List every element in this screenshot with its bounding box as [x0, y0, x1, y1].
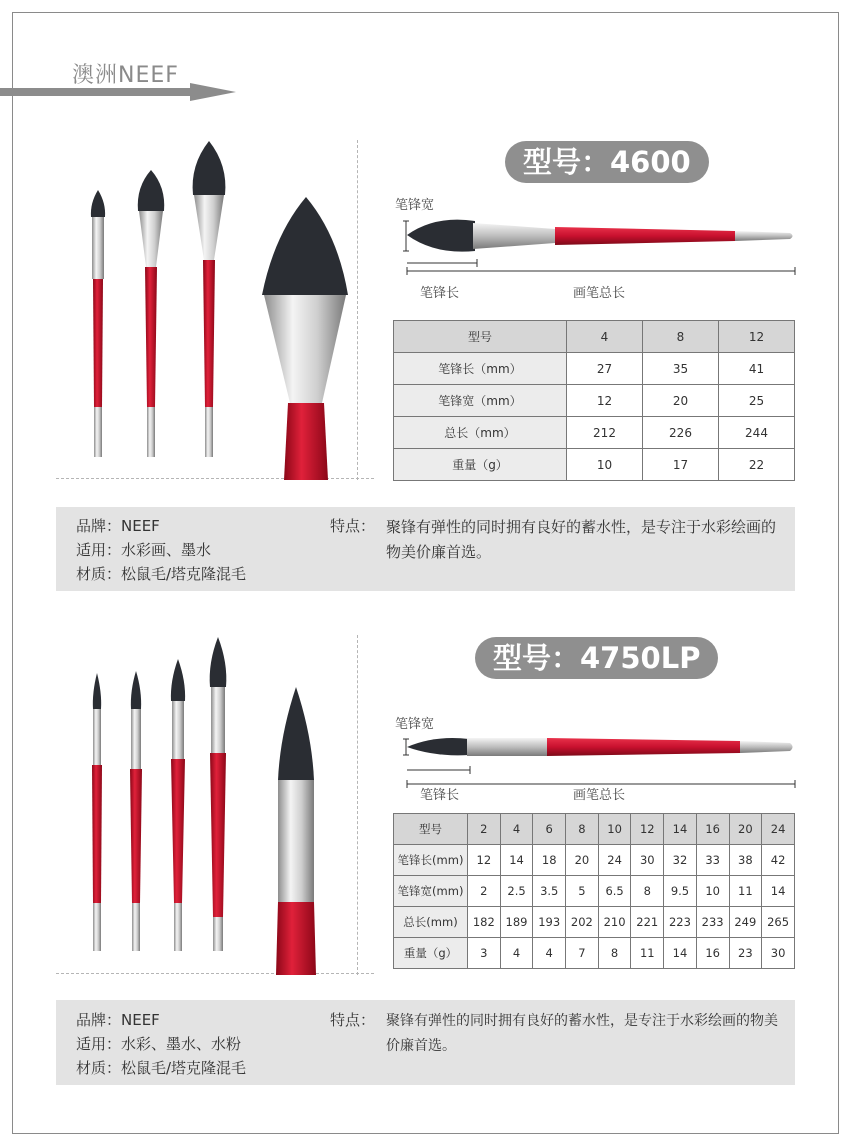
- table-cell: 24: [762, 814, 795, 845]
- table-cell: 2: [468, 876, 501, 907]
- brush-size-10-image: [92, 673, 102, 951]
- usage-text: 适用：水彩画、墨水: [76, 541, 212, 559]
- tip-length-label: 笔锋长: [420, 788, 460, 803]
- material-text: 材质：松鼠毛/塔克隆混毛: [76, 565, 247, 583]
- table-cell: 5: [566, 876, 599, 907]
- table-cell: 249: [729, 907, 762, 938]
- tip-width-label: 笔锋宽: [395, 717, 435, 732]
- table-cell: 10: [567, 449, 643, 481]
- table-cell: 12: [567, 385, 643, 417]
- features-text: 聚锋有弹性的同时拥有良好的蓄水性，是专注于水彩绘画的物美价廉首选。: [386, 1013, 778, 1054]
- table-cell: 35: [643, 353, 719, 385]
- table-row: [394, 449, 795, 481]
- table-cell: 38: [729, 845, 762, 876]
- table-cell: 10: [696, 876, 729, 907]
- table-cell: 32: [664, 845, 697, 876]
- table-cell: 3: [468, 938, 501, 969]
- table-cell: 7: [566, 938, 599, 969]
- table-cell: 18: [533, 845, 566, 876]
- table-cell: 8: [643, 321, 719, 353]
- model-title-4600: 型号：4600: [505, 141, 709, 183]
- table-cell: 42: [762, 845, 795, 876]
- table-cell: 重量（g）: [394, 938, 468, 969]
- material-text: 材质：松鼠毛/塔克隆混毛: [76, 1059, 247, 1077]
- table-cell: 4: [500, 814, 533, 845]
- table-cell: 210: [598, 907, 631, 938]
- divider-vertical: [357, 140, 358, 480]
- table-cell: 6.5: [598, 876, 631, 907]
- table-cell: 4: [567, 321, 643, 353]
- table-cell: 20: [643, 385, 719, 417]
- brush-closeup-image: [276, 687, 316, 975]
- table-cell: 202: [566, 907, 599, 938]
- table-cell: 4: [500, 938, 533, 969]
- table-cell: 笔锋宽（mm）: [394, 385, 567, 417]
- table-cell: 14: [762, 876, 795, 907]
- table-cell: 笔锋长(mm): [394, 845, 468, 876]
- table-cell: 33: [696, 845, 729, 876]
- table-cell: 11: [729, 876, 762, 907]
- total-length-label: 画笔总长: [573, 788, 626, 803]
- info-box-4750lp: [56, 1000, 795, 1085]
- table-cell: 41: [719, 353, 795, 385]
- tip-length-label: 笔锋长: [420, 286, 460, 301]
- table-cell: 2.5: [500, 876, 533, 907]
- brand-text: 品牌：NEEF: [76, 517, 160, 535]
- table-cell: 23: [729, 938, 762, 969]
- page-title: 澳洲NEEF: [72, 63, 179, 88]
- spec-table-4600: [393, 320, 795, 481]
- table-row: [394, 876, 795, 907]
- brush-size-14-image: [130, 671, 142, 951]
- table-cell: 总长（mm）: [394, 417, 567, 449]
- header-arrow: [190, 83, 236, 101]
- table-cell: 22: [719, 449, 795, 481]
- table-cell: 12: [468, 845, 501, 876]
- table-cell: 4: [533, 938, 566, 969]
- table-cell: 30: [631, 845, 664, 876]
- header-bar: [0, 88, 190, 96]
- table-cell: 总长(mm): [394, 907, 468, 938]
- table-cell: 14: [664, 938, 697, 969]
- info-box-4600: [56, 507, 795, 591]
- table-cell: 笔锋长（mm）: [394, 353, 567, 385]
- brush-closeup-image: [262, 197, 348, 480]
- table-cell: 6: [533, 814, 566, 845]
- table-cell: 12: [719, 321, 795, 353]
- table-cell: 笔锋宽(mm): [394, 876, 468, 907]
- table-cell: 型号: [394, 814, 468, 845]
- features-label: 特点：: [330, 1011, 376, 1029]
- brush-size-8-image: [138, 170, 164, 457]
- brush-size-4-image: [91, 190, 105, 457]
- table-cell: 14: [664, 814, 697, 845]
- table-row: [394, 417, 795, 449]
- table-cell: 221: [631, 907, 664, 938]
- table-row: [394, 845, 795, 876]
- table-cell: 3.5: [533, 876, 566, 907]
- spec-table-4750lp: [393, 813, 795, 969]
- table-cell: 226: [643, 417, 719, 449]
- table-cell: 16: [696, 814, 729, 845]
- table-row: [394, 353, 795, 385]
- brush-size-16-image: [171, 659, 185, 951]
- total-length-label: 画笔总长: [573, 286, 626, 301]
- table-cell: 30: [762, 938, 795, 969]
- brand-text: 品牌：NEEF: [76, 1011, 160, 1029]
- table-row: [394, 385, 795, 417]
- table-cell: 9.5: [664, 876, 697, 907]
- table-cell: 265: [762, 907, 795, 938]
- table-cell: 2: [468, 814, 501, 845]
- table-cell: 型号: [394, 321, 567, 353]
- tip-width-label: 笔锋宽: [395, 198, 435, 213]
- table-header-row: [394, 814, 795, 845]
- table-cell: 8: [631, 876, 664, 907]
- table-cell: 212: [567, 417, 643, 449]
- brush-diagram-4600: [395, 205, 800, 285]
- table-cell: 16: [696, 938, 729, 969]
- table-cell: 189: [500, 907, 533, 938]
- table-cell: 10: [598, 814, 631, 845]
- brush-size-12-image: [193, 141, 226, 457]
- features-label: 特点：: [330, 517, 376, 535]
- table-cell: 27: [567, 353, 643, 385]
- table-cell: 223: [664, 907, 697, 938]
- table-cell: 233: [696, 907, 729, 938]
- table-row: [394, 907, 795, 938]
- table-cell: 25: [719, 385, 795, 417]
- table-cell: 14: [500, 845, 533, 876]
- divider-vertical: [357, 635, 358, 975]
- usage-text: 适用：水彩、墨水、水粉: [76, 1035, 242, 1053]
- table-cell: 重量（g）: [394, 449, 567, 481]
- table-cell: 24: [598, 845, 631, 876]
- model-title-4750lp: 型号：4750LP: [475, 637, 718, 679]
- table-cell: 20: [729, 814, 762, 845]
- table-cell: 12: [631, 814, 664, 845]
- table-cell: 193: [533, 907, 566, 938]
- table-header-row: [394, 321, 795, 353]
- table-cell: 244: [719, 417, 795, 449]
- brush-size-20-image: [210, 637, 227, 951]
- table-cell: 8: [566, 814, 599, 845]
- table-cell: 182: [468, 907, 501, 938]
- product-photo: [56, 135, 356, 480]
- features-text: 聚锋有弹性的同时拥有良好的蓄水性，是专注于水彩绘画的物美价廉首选。: [386, 518, 777, 561]
- table-cell: 20: [566, 845, 599, 876]
- table-row: [394, 938, 795, 969]
- table-cell: 17: [643, 449, 719, 481]
- product-photo: [56, 635, 356, 975]
- table-cell: 11: [631, 938, 664, 969]
- table-cell: 8: [598, 938, 631, 969]
